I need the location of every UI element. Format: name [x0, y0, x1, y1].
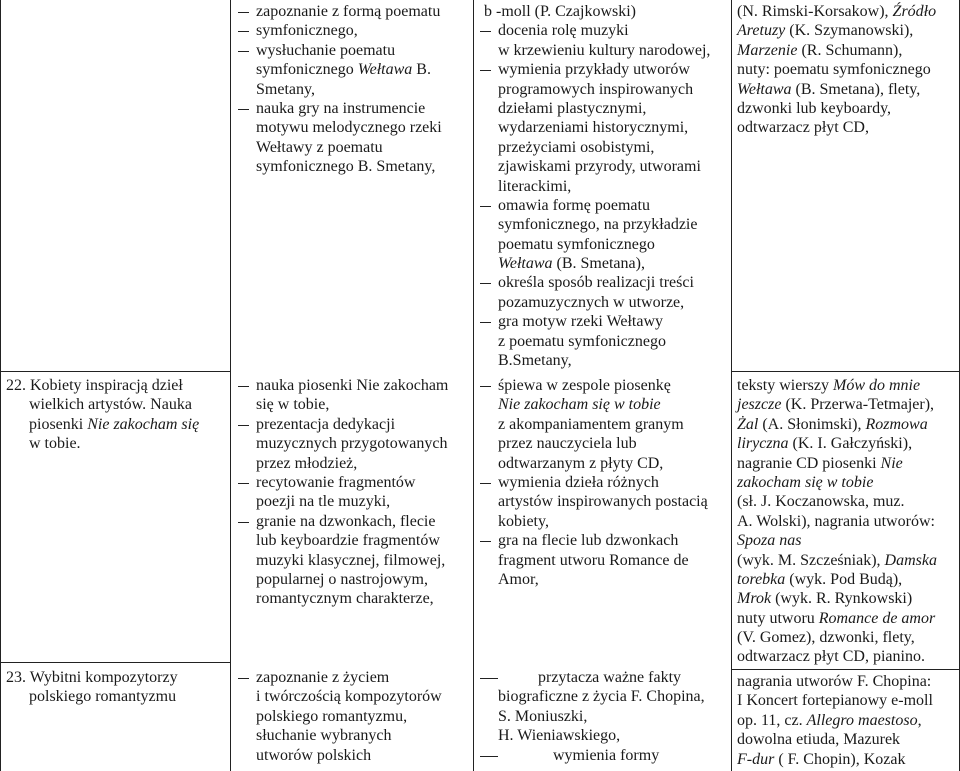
list-item: z akompaniamentem granym — [498, 415, 684, 433]
list-item: wymienia formy — [478, 746, 728, 765]
list-item: biograficzne z życia F. Chopina, — [498, 688, 705, 706]
list-item: popularnej o nastrojowym, — [256, 570, 428, 588]
list-item: nauka piosenki Nie zakocham — [236, 376, 470, 395]
list-item: gra motyw rzeki Wełtawy — [478, 312, 728, 331]
list-item: nauka gry na instrumencie — [236, 99, 468, 118]
list-item: Smetany, — [256, 80, 315, 98]
list-item: Wełtawy z poematu — [256, 138, 383, 156]
list-item: (sł. J. Koczanowska, muz. — [737, 493, 905, 511]
list-item: romantycznym charakterze, — [256, 590, 434, 608]
list-item: zapoznanie z formą poematu — [236, 2, 468, 21]
list-item: Spoza nas — [737, 532, 802, 550]
list-item: lub keyboardzie fragmentów — [256, 532, 440, 550]
list-item: dzwonki lub keyboardy, — [737, 99, 892, 117]
list-item: omawia formę poematu — [478, 196, 728, 215]
list-item: przez młodzież, — [256, 454, 358, 472]
list-item: S. Moniuszki, — [498, 707, 588, 725]
row-divider-1-col4 — [731, 371, 960, 372]
list-item: H. Wieniawskiego, — [498, 727, 621, 745]
list-item: przytacza ważne fakty — [478, 668, 728, 687]
list-item: Aretuzy (K. Szymanowski), — [737, 22, 914, 40]
list-item: śpiewa w zespole piosenkę — [478, 376, 728, 395]
list-item: dziełami plastycznymi, — [498, 99, 647, 117]
column-divider-3 — [731, 0, 732, 771]
lesson-title-line: wielkich artystów. Nauka — [29, 396, 192, 414]
list-item: granie na dzwonkach, flecie — [236, 512, 470, 531]
lesson-22-topic — [6, 376, 228, 454]
list-item: A. Wolski), nagrania utworów: — [737, 512, 935, 530]
lesson-23-activities — [236, 668, 470, 765]
list-item: jeszcze (K. Przerwa-Tetmajer), — [737, 396, 935, 414]
row1-outcomes — [478, 2, 728, 370]
list-item: docenia rolę muzyki — [478, 21, 728, 40]
list-item: nuty utworu Romance de amor — [737, 609, 936, 627]
row1-materials — [737, 2, 957, 138]
list-item: op. 11, cz. Allegro maestoso, — [737, 711, 922, 729]
lesson-title-line: piosenki Nie zakocham się — [29, 415, 200, 433]
lesson-23-materials — [737, 672, 957, 769]
list-item: odtwarzanym z płyty CD, — [498, 454, 664, 472]
list-item: odtwarzacz płyt CD, — [737, 119, 869, 137]
lesson-title-line: 23. Wybitni kompozytorzy — [6, 669, 178, 686]
list-item: odtwarzacz płyt CD, pianino. — [737, 648, 925, 666]
list-item: słuchanie wybranych — [256, 727, 392, 745]
list-item: (wyk. M. Szcześniak), Damska — [737, 551, 937, 569]
lesson-22-activities — [236, 376, 470, 609]
list-item: torebka (wyk. Pod Budą), — [737, 570, 903, 588]
list-item: b -moll (P. Czajkowski) — [484, 3, 636, 20]
list-item: liryczna (K. I. Gałczyński), — [737, 435, 913, 453]
list-item: wysłuchanie poematu — [236, 41, 468, 60]
list-item: przeżyciami osobistymi, — [498, 138, 655, 156]
list-item: zapoznanie z życiem — [236, 668, 470, 687]
list-item: F-dur ( F. Chopin), Kozak — [737, 750, 906, 768]
list-item: poematu symfonicznego — [498, 235, 655, 253]
lesson-23-outcomes — [478, 668, 728, 765]
list-item: B.Smetany, — [498, 352, 572, 370]
list-item: nagranie CD piosenki Nie — [737, 454, 903, 472]
list-item: zakocham się w tobie — [737, 473, 874, 491]
list-item: nuty: poematu symfonicznego — [737, 61, 931, 79]
list-item: artystów inspirowanych postacią — [498, 493, 708, 511]
lesson-title-line: 22. Kobiety inspiracją dzieł — [6, 377, 183, 394]
list-item: wymienia dzieła różnych — [478, 473, 728, 492]
list-item: recytowanie fragmentów — [236, 473, 470, 492]
lesson-title-line: w tobie. — [29, 435, 81, 453]
list-item: utworów polskich — [256, 746, 372, 764]
list-item: zjawiskami przyrody, utworami — [498, 158, 701, 176]
table-border-left — [0, 0, 1, 771]
list-item: (V. Gomez), dzwonki, flety, — [737, 629, 915, 647]
list-item: Wełtawa (B. Smetana), — [498, 255, 645, 273]
list-item: Mrok (wyk. R. Rynkowski) — [737, 590, 913, 608]
list-item: muzycznych przygotowanych — [256, 435, 448, 453]
list-item: muzyki klasycznej, filmowej, — [256, 551, 446, 569]
list-item: Wełtawa (B. Smetana), flety, — [737, 80, 921, 98]
list-item: z poematu symfonicznego — [498, 332, 666, 350]
list-item: gra na flecie lub dzwonkach — [478, 531, 728, 550]
list-item: nagrania utworów F. Chopina: — [737, 673, 932, 690]
lesson-22-materials — [737, 376, 957, 667]
list-item: pozamuzycznych w utworze, — [498, 293, 685, 311]
list-item: teksty wierszy Mów do mnie — [737, 377, 921, 394]
list-item: w krzewieniu kultury narodowej, — [498, 41, 711, 59]
row1-activities — [236, 2, 468, 177]
column-divider-1 — [230, 0, 231, 771]
list-item: wydarzeniami historycznymi, — [498, 119, 689, 137]
list-item: poezji na tle muzyki, — [256, 493, 391, 511]
list-item: Żal (A. Słonimski), Rozmowa — [737, 415, 928, 433]
list-item: dowolna etiuda, Mazurek — [737, 731, 901, 749]
column-divider-2 — [473, 0, 474, 771]
list-item: motywu melodycznego rzeki — [256, 119, 442, 137]
list-item: fragment utworu Romance de — [498, 551, 689, 569]
list-item: symfonicznego B. Smetany, — [256, 158, 436, 176]
row-divider-2-col4 — [731, 669, 960, 670]
list-item: Amor, — [498, 570, 539, 588]
list-item: Marzenie (R. Schumann), — [737, 41, 903, 59]
list-item: Nie zakocham się w tobie — [498, 396, 661, 414]
lesson-22-outcomes — [478, 376, 728, 589]
list-item: symfonicznego Wełtawa B. — [256, 61, 431, 79]
list-item: prezentacja dedykacji — [236, 415, 470, 434]
list-item: i twórczością kompozytorów — [256, 688, 442, 706]
list-item: literackimi, — [498, 177, 572, 195]
lesson-title-line: polskiego romantyzmu — [29, 688, 177, 706]
list-item: symfonicznego, na przykładzie — [498, 216, 698, 234]
list-item: kobiety, — [498, 512, 549, 530]
list-item: określa sposób realizacji treści — [478, 273, 728, 292]
lesson-23-topic — [6, 668, 228, 707]
row-divider-2-col1 — [0, 662, 230, 663]
list-item: programowych inspirowanych — [498, 80, 694, 98]
list-item: polskiego romantyzmu, — [256, 707, 408, 725]
list-item: symfonicznego, — [236, 21, 468, 40]
list-item: wymienia przykłady utworów — [478, 60, 728, 79]
list-item: I Koncert fortepianowy e-moll — [737, 692, 933, 710]
row-divider-1-col1 — [0, 371, 230, 372]
list-item: przez nauczyciela lub — [498, 435, 637, 453]
list-item: (N. Rimski-Korsakow), Źródło — [737, 3, 937, 20]
list-item: się w tobie, — [256, 396, 330, 414]
